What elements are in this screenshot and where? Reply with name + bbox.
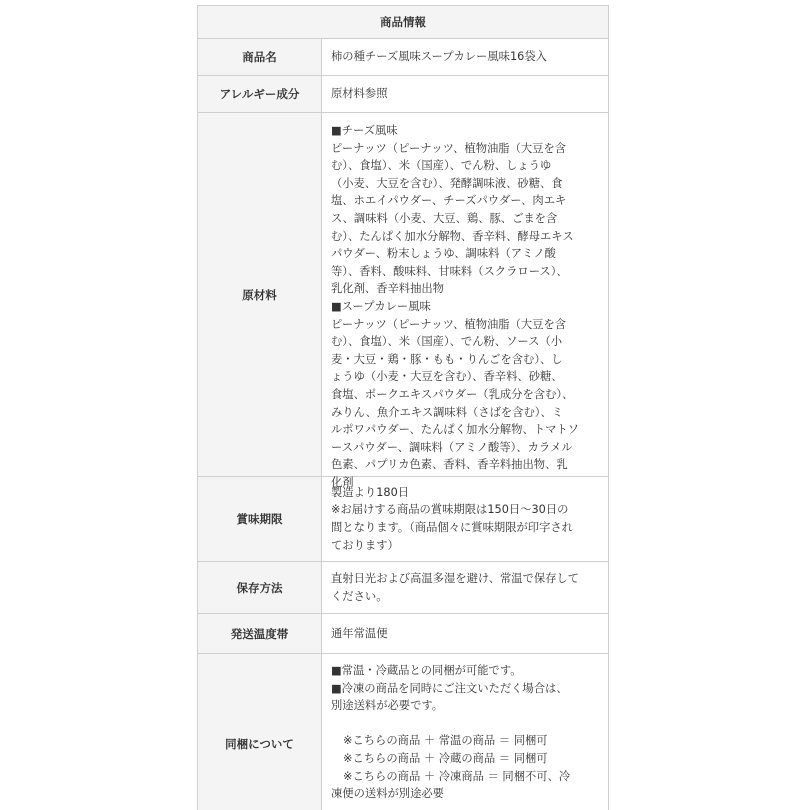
row-product-name (198, 39, 608, 76)
row-expiry (198, 477, 608, 562)
value-line: ルポワパウダー、たんぱく加水分解物、トマトソ (331, 423, 579, 437)
value-line: ※こちらの商品 ＋ 常温の商品 ＝ 同梱可 (343, 734, 548, 748)
row-shipping-temperature (198, 614, 608, 654)
value-line: ースパウダー、調味料（アミノ酸等）、カラメル (331, 440, 573, 454)
value-line: 通年常温便 (331, 626, 388, 640)
value-line: ょうゆ（小麦・大豆を含む）、香辛料、砂糖、 (331, 370, 563, 384)
value-line: 塩、ホエイパウダー、チーズパウダー、肉エキ (331, 194, 567, 208)
table-title: 商品情報 (198, 6, 608, 39)
row-label: 保存方法 (198, 562, 322, 613)
row-value (322, 477, 608, 561)
value-line: 乳化剤、香辛料抽出物 (331, 282, 444, 296)
row-label: 発送温度帯 (198, 614, 322, 653)
value-line: む）、たんぱく加水分解物、香辛料、酵母エキス (331, 229, 574, 243)
row-label: 同梱について (198, 654, 322, 810)
value-line: みりん、魚介エキス調味料（さばを含む）、ミ (331, 405, 564, 419)
row-value (322, 76, 608, 112)
value-line: 等）、香料、酸味料、甘味料（スクラロース）、 (331, 264, 568, 278)
value-line: む）、食塩）、米（国産）、でん粉、ソース（小 (331, 335, 563, 349)
value-line: ください。 (331, 589, 388, 603)
value-line: ■スープカレー風味 (331, 299, 431, 313)
value-line: 凍便の送料が別途必要 (331, 787, 444, 801)
product-info-table (197, 5, 609, 810)
value-line: ■チーズ風味 (331, 124, 398, 137)
row-value (322, 113, 608, 489)
value-line: （小麦、大豆を含む）、発酵調味液、砂糖、食 (331, 176, 563, 190)
value-line: 柿の種チーズ風味スープカレー風味16袋入 (331, 50, 547, 64)
row-value (322, 654, 608, 810)
value-line: 化剤 (331, 475, 354, 489)
value-line: 製造より180日 (331, 485, 410, 499)
row-bundling (198, 654, 608, 810)
row-label: 賞味期限 (198, 477, 322, 561)
value-line: ■冷凍の商品を同時にご注文いただく場合は、 (331, 681, 568, 695)
value-line: ※こちらの商品 ＋ 冷凍商品 ＝ 同梱不可、冷 (343, 769, 571, 783)
row-storage (198, 562, 608, 614)
row-label: アレルギー成分 (198, 76, 322, 112)
row-ingredients (198, 113, 608, 489)
row-value (322, 614, 608, 653)
value-line: 別途送料が必要です。 (331, 699, 444, 713)
row-allergy (198, 76, 608, 113)
value-line: ピーナッツ（ピーナッツ、植物油脂（大豆を含 (331, 141, 567, 155)
value-line: ス、調味料（小麦、大豆、鶏、豚、ごまを含 (331, 211, 558, 225)
row-value (322, 562, 608, 613)
value-line: 直射日光および高温多湿を避け、常温で保存して (331, 571, 580, 585)
value-line: ※こちらの商品 ＋ 冷蔵の商品 ＝ 同梱可 (343, 751, 548, 765)
value-line: 麦・大豆・鶏・豚・もも・りんごを含む）、し (331, 352, 563, 366)
value-line: ※お届けする商品の賞味期限は150日〜30日の (331, 503, 569, 517)
value-line: 間となります。（商品個々に賞味期限が印字され (331, 521, 573, 534)
value-line: 色素、パプリカ色素、香料、香辛料抽出物、乳 (331, 458, 568, 472)
value-line: パウダー、粉末しょうゆ、調味料（アミノ酸 (331, 247, 556, 261)
value-line: 原材料参照 (331, 87, 388, 101)
row-label: 商品名 (198, 39, 322, 75)
row-label: 原材料 (198, 113, 322, 476)
value-line: ピーナッツ（ピーナッツ、植物油脂（大豆を含 (331, 317, 567, 331)
blank-line (331, 715, 602, 733)
value-line: ■常温・冷蔵品との同梱が可能です。 (331, 664, 522, 677)
value-line: 食塩、ポークエキスパウダー（乳成分を含む）、 (331, 387, 574, 401)
value-line: む）、食塩）、米（国産）、でん粉、しょうゆ (331, 159, 552, 173)
value-line: ております） (331, 538, 399, 552)
row-value (322, 39, 608, 75)
